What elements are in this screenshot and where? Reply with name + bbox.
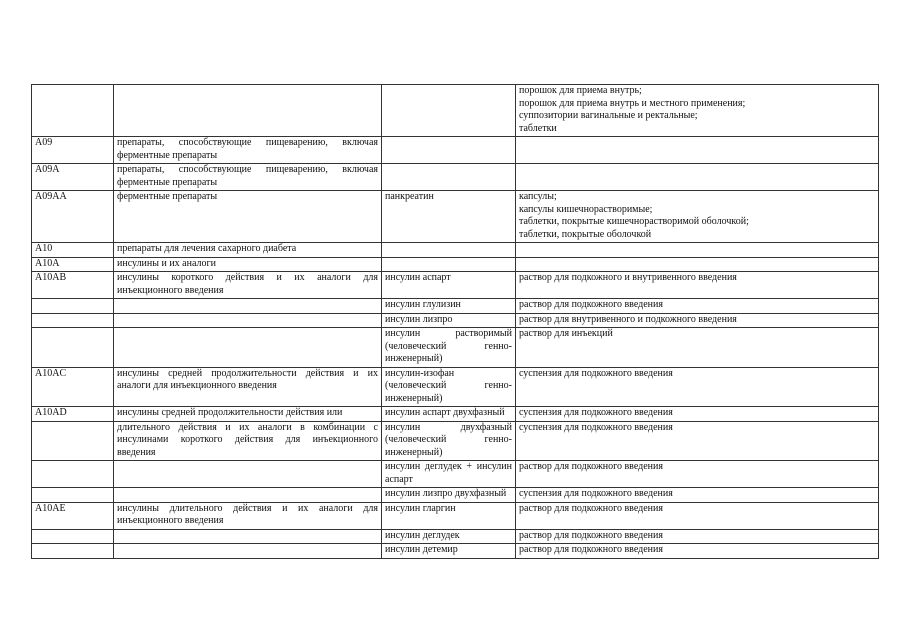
dosage-form-cell [516, 257, 879, 272]
group-name-cell: инсулины длительного действия и их аналоги для инъекционного введения [114, 502, 382, 529]
drug-name-cell [382, 85, 516, 137]
dosage-form-cell: раствор для подкожного введения [516, 299, 879, 314]
drug-name-cell: инсулин двухфазный (человеческий генно-инженерный) [382, 421, 516, 461]
atc-code-cell: A10A [32, 257, 114, 272]
table-row [32, 502, 879, 529]
drug-name-cell: инсулин детемир [382, 544, 516, 559]
dosage-form-cell: раствор для подкожного введения [516, 461, 879, 488]
group-name-cell: ферментные препараты [114, 191, 382, 243]
atc-code-cell [32, 421, 114, 461]
drug-name-cell [382, 164, 516, 191]
drug-name-cell: инсулин гларгин [382, 502, 516, 529]
group-name-cell: инсулины средней продолжительности действия и их аналоги для инъекционного введения [114, 367, 382, 407]
table-row [32, 529, 879, 544]
group-name-cell [114, 461, 382, 488]
dosage-form-cell: раствор для подкожного введения [516, 529, 879, 544]
table-row [32, 407, 879, 422]
table-row [32, 299, 879, 314]
dosage-form-cell: раствор для инъекций [516, 328, 879, 368]
table-row [32, 257, 879, 272]
table-row [32, 544, 879, 559]
dosage-form-cell: раствор для подкожного и внутривенного введения [516, 272, 879, 299]
group-name-cell: препараты для лечения сахарного диабета [114, 243, 382, 258]
drug-classification-table [31, 84, 879, 559]
dosage-form-cell [516, 137, 879, 164]
atc-code-cell [32, 85, 114, 137]
dosage-form-cell: капсулы; капсулы кишечнорастворимые; таблетки, покрытые кишечнорастворимой оболочкой; таблетки, покрытые оболочкой [516, 191, 879, 243]
atc-code-cell: A10AD [32, 407, 114, 422]
dosage-form-cell: раствор для внутривенного и подкожного введения [516, 313, 879, 328]
dosage-form-cell: порошок для приема внутрь; порошок для приема внутрь и местного применения; суппозитории вагинальные и ректальные; таблетки [516, 85, 879, 137]
group-name-cell: инсулины и их аналоги [114, 257, 382, 272]
group-name-cell [114, 85, 382, 137]
dosage-form-cell: суспензия для подкожного введения [516, 367, 879, 407]
drug-name-cell: инсулин-изофан (человеческий генно-инженерный) [382, 367, 516, 407]
atc-code-cell [32, 488, 114, 503]
dosage-form-cell [516, 243, 879, 258]
drug-name-cell [382, 137, 516, 164]
table-row [32, 191, 879, 243]
drug-name-cell: инсулин лизпро [382, 313, 516, 328]
dosage-form-cell [516, 164, 879, 191]
drug-name-cell [382, 243, 516, 258]
group-name-cell: инсулины средней продолжительности действия или [114, 407, 382, 422]
atc-code-cell [32, 529, 114, 544]
table-row [32, 488, 879, 503]
atc-code-cell [32, 313, 114, 328]
group-name-cell [114, 328, 382, 368]
drug-name-cell: панкреатин [382, 191, 516, 243]
group-name-cell: инсулины короткого действия и их аналоги для инъекционного введения [114, 272, 382, 299]
table-row [32, 137, 879, 164]
drug-name-cell: инсулин аспарт двухфазный [382, 407, 516, 422]
dosage-form-cell: раствор для подкожного введения [516, 544, 879, 559]
table-row [32, 421, 879, 461]
dosage-form-cell: суспензия для подкожного введения [516, 407, 879, 422]
drug-name-cell: инсулин деглудек [382, 529, 516, 544]
dosage-form-cell: суспензия для подкожного введения [516, 488, 879, 503]
drug-name-cell: инсулин деглудек + инсулин аспарт [382, 461, 516, 488]
table-row [32, 243, 879, 258]
group-name-cell: препараты, способствующие пищеварению, включая ферментные препараты [114, 137, 382, 164]
dosage-form-cell: раствор для подкожного введения [516, 502, 879, 529]
atc-code-cell: A10AB [32, 272, 114, 299]
table-row [32, 272, 879, 299]
atc-code-cell: A09AA [32, 191, 114, 243]
table-row [32, 367, 879, 407]
group-name-cell [114, 544, 382, 559]
table-row [32, 328, 879, 368]
atc-code-cell [32, 461, 114, 488]
group-name-cell: препараты, способствующие пищеварению, включая ферментные препараты [114, 164, 382, 191]
atc-code-cell: A09A [32, 164, 114, 191]
drug-name-cell: инсулин аспарт [382, 272, 516, 299]
group-name-cell: длительного действия и их аналоги в комбинации с инсулинами короткого действия для инъекционного введения [114, 421, 382, 461]
drug-name-cell: инсулин растворимый (человеческий генно-инженерный) [382, 328, 516, 368]
table-row [32, 461, 879, 488]
atc-code-cell [32, 299, 114, 314]
atc-code-cell [32, 328, 114, 368]
table-row [32, 85, 879, 137]
drug-name-cell: инсулин лизпро двухфазный [382, 488, 516, 503]
atc-code-cell: A09 [32, 137, 114, 164]
atc-code-cell: A10AC [32, 367, 114, 407]
group-name-cell [114, 313, 382, 328]
table-row [32, 313, 879, 328]
dosage-form-cell: суспензия для подкожного введения [516, 421, 879, 461]
drug-name-cell [382, 257, 516, 272]
group-name-cell [114, 299, 382, 314]
atc-code-cell: A10AE [32, 502, 114, 529]
group-name-cell [114, 488, 382, 503]
drug-name-cell: инсулин глулизин [382, 299, 516, 314]
group-name-cell [114, 529, 382, 544]
atc-code-cell: A10 [32, 243, 114, 258]
table-row [32, 164, 879, 191]
atc-code-cell [32, 544, 114, 559]
